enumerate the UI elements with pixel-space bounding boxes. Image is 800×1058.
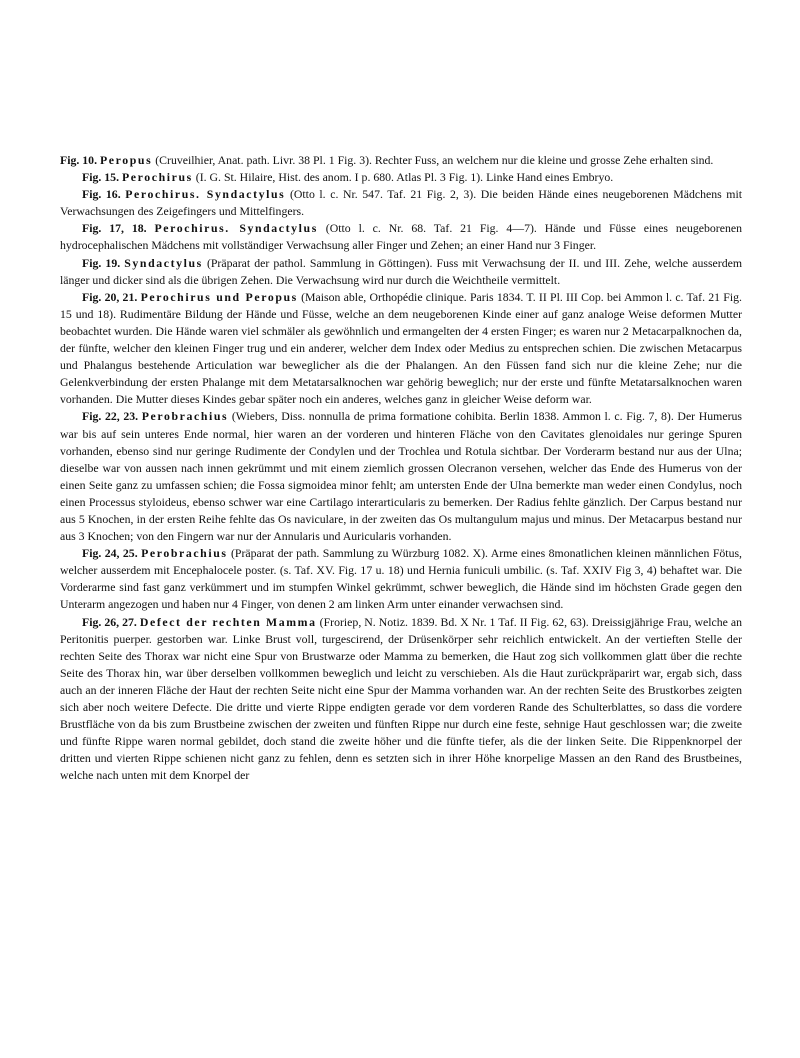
- paragraph-text: (Maison able, Orthopédie clinique. Paris 1834. T. II Pl. III Cop. bei Ammon l. c. Taf. 21 Fig. 15 und 18). Rudimentäre Bildung der Hände und Füsse, welche an dem neugeborenen Kinde einer auf ganz analoge Weise deformen Mutter beobachtet wurden. Die Hände waren viel schmäler als gewöhnlich und ermangelten der 4 ersten Finger; es waren nur 2 Metacarpalknochen da, der fünfte, welcher den kleinen Finger trug und ein anderer, welcher dem Index oder Medius zu entsprechen schien. Die zwischen Metacarpus und Phalangus bestehende Articulation war beweglicher als die der Phalangen. An den Füssen fand sich nur die kleine Zehe; nur die Gelenkverbindung der ersten Phalange mit dem Metatarsalknochen war gehörig beweglich; nur der erste und fünfte Metatarsalknochen waren vorhanden. Die Mutter dieses Kindes gebar später noch ein anderes, welches ganz in gleicher Weise deform war.: [60, 289, 742, 407]
- paragraph-fig-20-21: [60, 289, 742, 409]
- specimen-name: Perobrachius: [141, 409, 229, 424]
- paragraph-text: (Otto l. c. Nr. 68. Taf. 21 Fig. 4—7). Hände und Füsse eines neugeborenen hydrocephalischen Mädchens mit vollständiger Verwachsung aller Finger und Zehen; an einer Hand nur 3 Finger.: [60, 221, 743, 253]
- figure-ref: Fig. 16.: [82, 187, 121, 202]
- figure-ref: Fig. 10.: [60, 153, 98, 167]
- paragraph-fig-15: [60, 169, 742, 186]
- paragraph-fig-19: [60, 255, 742, 289]
- paragraph-fig-16: [60, 186, 742, 220]
- figure-ref: Fig. 17, 18.: [82, 221, 147, 236]
- specimen-name: Perochirus. Syndactylus: [125, 187, 286, 202]
- specimen-name: Perochirus. Syndactylus: [154, 221, 318, 236]
- paragraph-fig-24-25: [60, 545, 742, 613]
- paragraph-fig-17-18: [60, 220, 742, 254]
- specimen-name: Defect der rechten Mamma: [139, 614, 317, 629]
- paragraph-fig-10: [60, 152, 742, 169]
- paragraph-fig-22-23: [60, 408, 742, 545]
- paragraph-text: (Cruveilhier, Anat. path. Livr. 38 Pl. 1 Fig. 3). Rechter Fuss, an welchem nur die kleine und grosse Zehe erhalten sind.: [155, 153, 714, 167]
- specimen-name: Perochirus und Peropus: [140, 289, 298, 304]
- figure-ref: Fig. 19.: [82, 255, 121, 270]
- specimen-name: Perochirus: [121, 170, 193, 185]
- paragraph-fig-26-27: [60, 614, 742, 785]
- figure-ref: Fig. 20, 21.: [82, 289, 138, 304]
- figure-ref: Fig. 22, 23.: [82, 409, 139, 424]
- paragraph-text: (Präparat der pathol. Sammlung in Göttingen). Fuss mit Verwachsung der II. und III. Zehe, welche ausserdem länger und dicker sind als die übrigen Zehen. Die Verwachsung wird nur durch die Weichtheile vermittelt.: [60, 255, 743, 287]
- paragraph-text: (I. G. St. Hilaire, Hist. des anom. I p. 680. Atlas Pl. 3 Fig. 1). Linke Hand eines Embryo.: [195, 170, 614, 185]
- specimen-name: Perobrachius: [141, 546, 228, 561]
- paragraph-text: (Otto l. c. Nr. 547. Taf. 21 Fig. 2, 3). Die beiden Hände eines neugeborenen Mädchens mit Verwachsungen des Zeigefingers und Mittelfingers.: [60, 187, 743, 219]
- paragraph-text: (Froriep, N. Notiz. 1839. Bd. X Nr. 1 Taf. II Fig. 62, 63). Dreissigjährige Frau, welche an Peritonitis puerper. gestorben war. Linke Brust voll, turgescirend, der Drüsenkörper sehr reichlich entwickelt. An der vertieften Stelle der rechten Seite des Thorax war nicht eine Spur von Brustwarze oder Mamma zu bemerken, die Haut zog sich vollkommen glatt über die rechte Seite des Thorax hin, war über derselben vollkommen beweglich und leicht zu verschieben. Als die Haut zurückpräparirt war, ergab sich, dass auch an der inneren Fläche der Haut der rechten Seite nicht eine Spur der Mamma vorhanden war. An der rechten Seite des Brustkorbes zeigten sich aber noch weitere Defecte. Die dritte und vierte Rippe endigten gerade vor dem vorderen Rande des Schulterblattes, so dass die vordere Brustfläche von da bis zum Brustbeine zwischen der zweiten und fünften Rippe nur durch eine feste, sehnige Haut geschlossen war; die zweite und fünfte Rippe waren normal gebildet, doch stand die zweite höher und die fünfte tiefer, als die der linken Seite. Die Rippenknorpel der dritten und vierten Rippe schienen nicht ganz zu fehlen, denn es setzten sich in ihrer Höhe knorpelige Massen an den Rand des Brustbeines, welche nach unten mit dem Knorpel der: [60, 614, 743, 783]
- figure-ref: Fig. 26, 27.: [82, 614, 137, 629]
- specimen-name: Peropus: [99, 153, 153, 167]
- figure-ref: Fig. 24, 25.: [82, 546, 138, 561]
- paragraph-text: (Wiebers, Diss. nonnulla de prima formatione cohibita. Berlin 1838. Ammon l. c. Fig. 7, 8). Der Humerus war bis auf sein unteres Ende normal, hier waren an der vorderen und hinteren Fläche von den Cavitates glenoidales nur geringe Spuren vorhanden, ebenso sind nur geringe Rudimente der Condylen und der Trochlea und Rotula sichtbar. Der Vorderarm bestand nur aus der Ulna; dieselbe war von aussen nach innen gekrümmt und mit einem ziemlich grossen Olecranon versehen, welcher das Ende des Humerus von der einen Seite ganz zu umfassen schien; die Fossa sigmoidea minor fehlt; am untersten Ende der Ulna bemerkte man weder einen Condylus, noch einen Processus styloideus, ebenso schwer war eine Cartilago interarticularis zu bemerken. Der Radius fehlte gänzlich. Der Carpus bestand nur aus 5 Knochen, in der ersten Reihe fehlte das Os naviculare, in der zweiten das Os multangulum majus und minus. Der Metacarpus bestand nur aus 3 Knochen; von den Fingern war nur der Annularis und Auricularis vorhanden.: [60, 409, 742, 544]
- paragraph-text: (Präparat der path. Sammlung zu Würzburg 1082. X). Arme eines 8monatlichen kleinen männlichen Fötus, welcher ausserdem mit Encephalocele poster. (s. Taf. XV. Fig. 17 u. 18) und Hernia funiculi umbilic. (s. Taf. XXIV Fig 3, 4) behaftet war. Die Vorderarme sind fast ganz verkümmert und im stumpfen Winkel gekrümmt, schwer beweglich, die Hände sind im höchsten Grade gegen den Unterarm angezogen und haben nur 4 Finger, von denen 2 am linken Arm unter einander verwachsen sind.: [60, 546, 743, 612]
- specimen-name: Syndactylus: [124, 255, 203, 270]
- figure-ref: Fig. 15.: [82, 170, 120, 185]
